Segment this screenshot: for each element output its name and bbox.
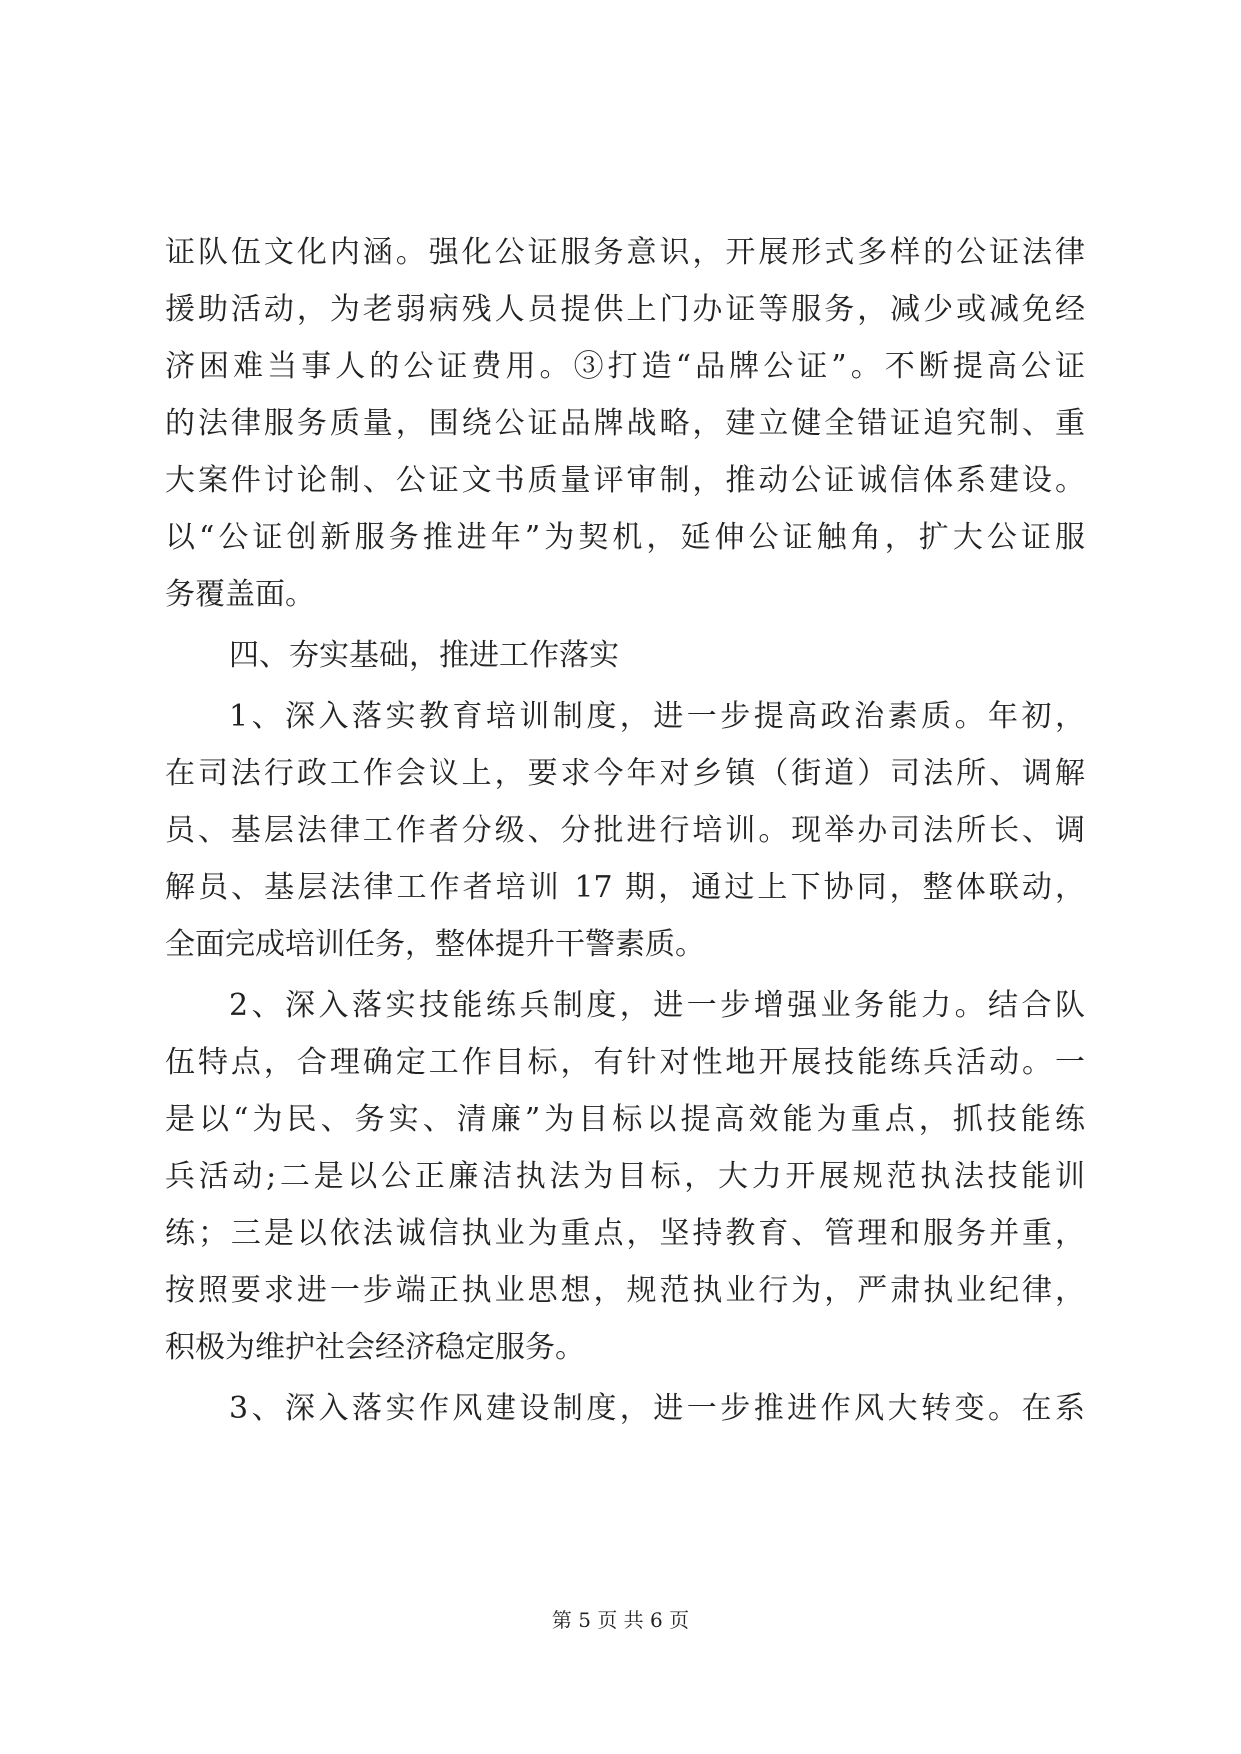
text-line: 员、基层法律工作者分级、分批进行培训。现举办司法所长、调 — [165, 813, 1085, 848]
text-line: 伍特点，合理确定工作目标，有针对性地开展技能练兵活动。一 — [165, 1045, 1085, 1080]
text-line: 大案件讨论制、公证文书质量评审制，推动公证诚信体系建设。 — [165, 463, 1085, 498]
text-line: 1、深入落实教育培训制度，进一步提高政治素质。年初， — [229, 699, 1085, 734]
document-body — [165, 224, 1085, 1437]
text-line: 济困难当事人的公证费用。③打造“品牌公证”。不断提高公证 — [165, 349, 1085, 384]
text-line: 全面完成培训任务，整体提升干警素质。 — [165, 927, 705, 962]
text-line: 是以“为民、务实、清廉”为目标以提高效能为重点，抓技能练 — [165, 1102, 1085, 1137]
text-line: 在司法行政工作会议上，要求今年对乡镇（街道）司法所、调解 — [165, 756, 1085, 791]
text-line: 四、夯实基础，推进工作落实 — [229, 638, 619, 673]
text-line: 练；三是以依法诚信执业为重点，坚持教育、管理和服务并重， — [165, 1216, 1085, 1251]
text-line: 积极为维护社会经济稳定服务。 — [165, 1330, 585, 1365]
text-line: 证队伍文化内涵。强化公证服务意识，开展形式多样的公证法律 — [165, 235, 1085, 270]
text-line: 解员、基层法律工作者培训 17 期，通过上下协同，整体联动， — [165, 870, 1085, 905]
text-line: 按照要求进一步端正执业思想，规范执业行为，严肃执业纪律， — [165, 1273, 1085, 1308]
text-line: 的法律服务质量，围绕公证品牌战略，建立健全错证追究制、重 — [165, 406, 1085, 441]
text-line: 以“公证创新服务推进年”为契机，延伸公证触角，扩大公证服 — [165, 520, 1085, 555]
text-line: 2、深入落实技能练兵制度，进一步增强业务能力。结合队 — [229, 988, 1085, 1023]
text-line: 3、深入落实作风建设制度，进一步推进作风大转变。在系 — [229, 1391, 1085, 1426]
text-line: 务覆盖面。 — [165, 577, 315, 612]
text-line: 兵活动;二是以公正廉洁执法为目标，大力开展规范执法技能训 — [165, 1159, 1085, 1194]
text-line: 援助活动，为老弱病残人员提供上门办证等服务，减少或减免经 — [165, 292, 1085, 327]
page-footer: 第 5 页 共 6 页 — [551, 1608, 690, 1632]
